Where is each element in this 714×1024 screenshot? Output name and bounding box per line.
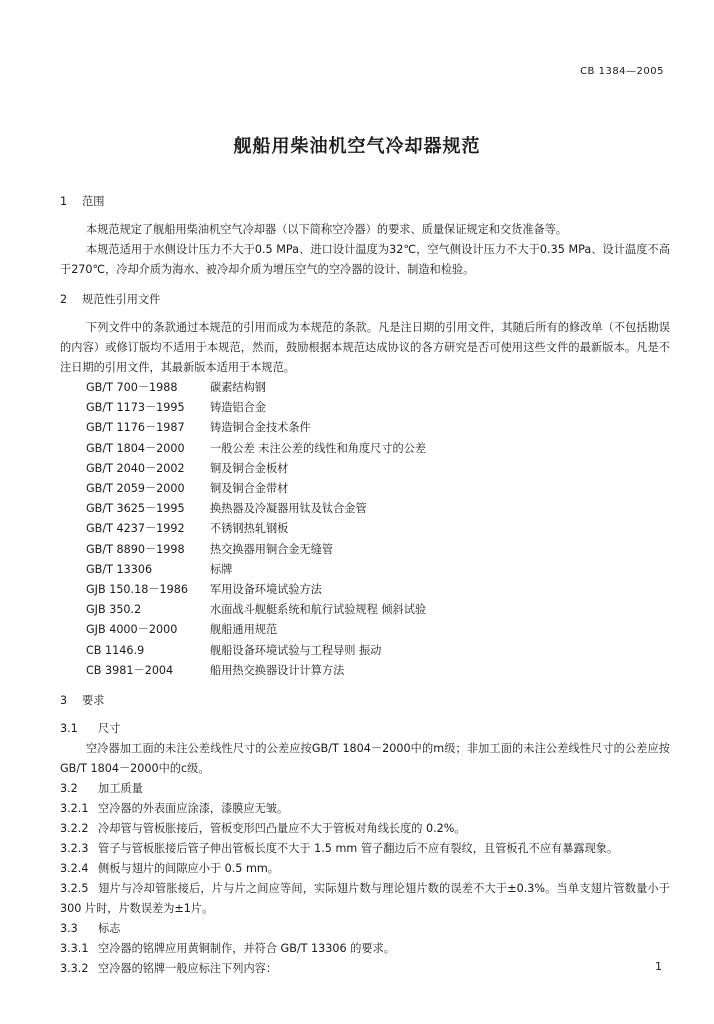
reference-item [60,519,670,539]
reference-item [60,439,670,459]
reference-name: 铜及铜合金板材 [210,461,289,475]
section-title: 要求 [82,694,105,708]
reference-item [60,620,670,640]
clause-item [60,879,670,919]
clause-number: 3.2.3 [60,842,89,856]
scope-paragraph-1: 本规范规定了舰船用柴油机空气冷却器（以下简称空冷器）的要求、质量保证规定和交货准备等。 [86,223,568,236]
reference-code: GB/T 2040－2002 [86,461,185,475]
subsection-number: 3.3 [60,922,78,936]
reference-code: GJB 150.18－1986 [86,583,189,597]
reference-item [60,459,670,479]
clause-number: 3.2.2 [60,822,89,836]
reference-code: GB/T 13306 [86,562,153,576]
reference-name: 水面战斗舰艇系统和航行试验规程 倾斜试验 [210,603,427,617]
reference-code: GB/T 1176－1987 [86,421,185,435]
reference-name: 舰船设备环境试验与工程导则 振动 [210,643,382,657]
subsection-title: 标志 [98,922,121,936]
subsection-number: 3.2 [60,782,78,796]
reference-code: GJB 4000－2000 [86,623,178,637]
reference-name: 铜及铜合金带材 [210,482,289,496]
clause-text: 空冷器的外表面应涂漆，漆膜应无皱。 [98,802,289,816]
reference-name: 碳素结构钢 [210,381,266,394]
section-scope-heading [60,192,670,212]
clause-number: 3.2.4 [60,862,89,876]
reference-code: GB/T 1173－1995 [86,401,185,415]
reference-item [60,641,670,661]
reference-name: 军用设备环境试验方法 [210,583,322,597]
section-number: 3 [60,694,68,708]
reference-name: 舰船通用规范 [210,623,278,637]
section-normative-heading [60,290,670,310]
page-number: 1 [655,960,662,973]
reference-name: 换热器及冷凝器用钛及钛合金管 [210,502,367,516]
subsection-marking-heading [60,919,670,939]
clause-item [60,959,670,979]
subsection-number: 3.1 [60,722,78,736]
reference-code: GB/T 2059－2000 [86,482,185,496]
reference-code: GB/T 8890－1998 [86,542,185,556]
section-title: 规范性引用文件 [82,293,161,306]
reference-code: GB/T 700－1988 [86,381,178,394]
clause-number: 3.3.1 [60,942,89,956]
clause-number: 3.2.1 [60,802,89,816]
section-requirements-heading [60,691,670,711]
document-body [60,192,670,979]
section-number: 1 [60,195,68,208]
reference-item [60,398,670,418]
reference-name: 铸造铜合金技术条件 [210,421,311,435]
clause-text: 空冷器的铭牌一般应标注下列内容： [98,962,278,976]
section-number: 2 [60,293,68,306]
reference-code: CB 3981－2004 [86,663,174,677]
reference-code: GB/T 3625－1995 [86,502,185,516]
clause-item [60,859,670,879]
clause-item [60,839,670,859]
clause-text: 管子与管板胀接后管子伸出管板长度不大于 1.5 mm 管子翻边后不应有裂纹，且管板孔不应有暴露现象。 [98,842,619,856]
reference-name: 热交换器用铜合金无缝管 [210,542,334,556]
subsection-quality-heading [60,779,670,799]
section-title: 范围 [82,195,105,208]
reference-item [60,661,670,681]
reference-item [60,479,670,499]
reference-item [60,378,670,398]
reference-name: 标牌 [210,562,233,576]
reference-item [60,600,670,620]
reference-code: CB 1146.9 [86,643,145,657]
clause-item [60,819,670,839]
dimensions-paragraph: 空冷器加工面的未注公差线性尺寸的公差应按GB/T 1804－2000中的m级；非加工面的未注公差线性尺寸的公差应按GB/T 1804－2000中的c级。 [60,742,670,776]
subsection-title: 加工质量 [98,782,143,796]
subsection-dimensions-heading [60,719,670,739]
clause-number: 3.3.2 [60,962,89,976]
reference-item [60,580,670,600]
clause-text: 翅片与冷却管胀接后，片与片之间应等间，实际翅片数与理论翅片数的误差不大于±0.3%。当单支翅片管数量小于 300 片时，片数误差为±1片。 [60,882,670,916]
reference-name: 不锈钢热轧钢板 [210,522,289,536]
reference-name: 一般公差 未注公差的线性和角度尺寸的公差 [210,441,427,455]
scope-paragraph-2: 本规范适用于水侧设计压力不大于0.5 MPa、进口设计温度为32℃，空气侧设计压力不大于0.35 MPa、设计温度不高于270℃，冷却介质为海水、被冷却介质为增压空气的空冷器的设计、制造和检验。 [60,243,670,276]
subsection-title: 尺寸 [98,722,121,736]
normative-intro: 下列文件中的条款通过本规范的引用而成为本规范的条款。凡是注日期的引用文件，其随后所有的修改单（不包括勘误的内容）或修订版均不适用于本规范，然而，鼓励根据本规范达成协议的各方研究是否可使用这些文件的最新版本。凡是不注日期的引用文件，其最新版本适用于本规范。 [60,321,670,374]
reference-code: GJB 350.2 [86,603,142,617]
reference-code: GB/T 4237－1992 [86,522,185,536]
clause-text: 空冷器的铭牌应用黄铜制作，并符合 GB/T 13306 的要求。 [98,942,395,956]
clause-number: 3.2.5 [60,882,89,896]
reference-item [60,499,670,519]
standard-code: CB 1384—2005 [580,66,664,77]
document-title: 舰船用柴油机空气冷却器规范 [233,136,481,157]
reference-item [60,560,670,580]
clause-item [60,939,670,959]
reference-item [60,418,670,438]
clause-text: 侧板与翅片的间隙应小于 0.5 mm。 [98,862,279,876]
clause-text: 冷却管与管板胀接后，管板变形凹凸量应不大于管板对角线长度的 0.2%。 [98,822,466,836]
reference-name: 铸造铝合金 [210,401,266,415]
reference-list [60,378,670,681]
reference-code: GB/T 1804－2000 [86,441,185,455]
reference-name: 船用热交换器设计计算方法 [210,663,345,677]
clause-item [60,799,670,819]
reference-item [60,540,670,560]
